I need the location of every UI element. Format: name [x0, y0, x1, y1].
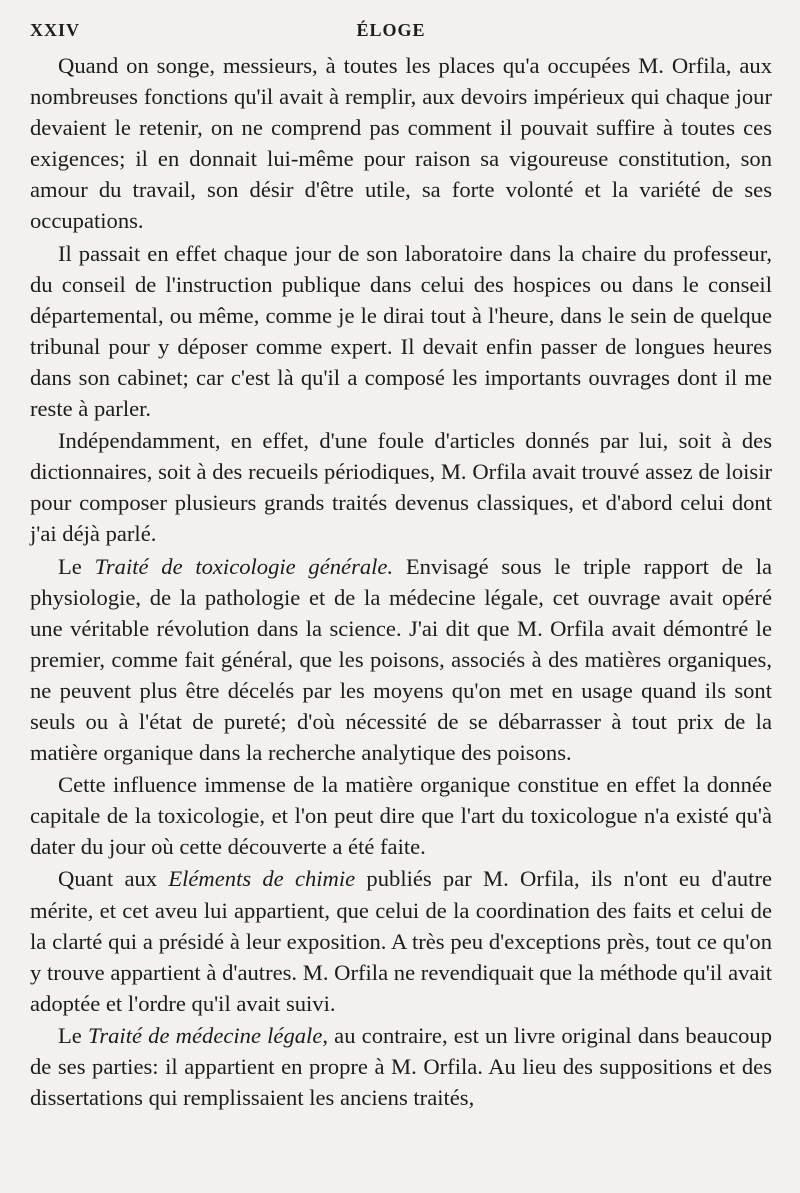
paragraph-text: Le	[58, 553, 95, 579]
paragraph: Cette influence immense de la matière organique constitue en effet la donnée capitale de la toxicologie, et l'on peut dire que l'art du toxicologue n'a existé qu'à dater du jour où cette découverte a été faite.	[30, 772, 772, 860]
paragraph: Quand on songe, messieurs, à toutes les places qu'a occupées M. Orfila, aux nombreuses fonctions qu'il avait à remplir, aux devoirs impérieux qui chaque jour devaient le retenir, on ne comprend pas comment il pouvait suffire à toutes ces exigences; il en donnait lui-même pour raison sa vigoureuse constitution, son amour du travail, son désir d'être utile, sa forte volonté et la variété de ses occupations.	[30, 53, 772, 234]
paragraph-text: Le	[58, 1022, 89, 1048]
paragraph	[30, 1020, 772, 1113]
running-title: ÉLOGE	[356, 20, 426, 40]
book-title: Traité de toxicologie générale.	[94, 553, 394, 579]
document-page	[30, 20, 772, 1113]
page-number: XXIV	[30, 20, 81, 40]
book-title: Traité de médecine légale	[88, 1022, 323, 1048]
body-text	[30, 50, 772, 1113]
paragraph-text: Quant aux	[58, 866, 169, 892]
paragraph	[30, 551, 772, 769]
paragraph-text: , au contraire, est un livre original dans beaucoup de ses parties: il appartient en propre à M. Orfila. Au lieu des suppositions et des dissertations qui remplissaient les anciens traités,	[30, 1022, 772, 1111]
book-title: Eléments de chimie	[168, 866, 356, 892]
paragraph-text: Envisagé sous le triple rapport de la physiologie, de la pathologie et de la médecine légale, cet ouvrage avait opéré une véritable révolution dans la science. J'ai dit que M. Orfila avait démontré le premier, comme fait général, que les poisons, associés à des matières organiques, ne peuvent plus être décelés par les moyens qu'on met en usage quand ils sont seuls ou à l'état de pureté; d'où nécessité de se débarrasser à tout prix de la matière organique dans la recherche analytique des poisons.	[30, 553, 772, 766]
page-header	[30, 20, 772, 50]
paragraph-text: publiés par M. Orfila, ils n'ont eu d'autre mérite, et cet aveu lui appartient, que celui de la coordination des faits et celui de la clarté qui a présidé à leur exposition. A très peu d'exceptions près, tout ce qu'on y trouve appartient à d'autres. M. Orfila ne revendiquait que la méthode qu'il avait adoptée et l'ordre qu'il avait suivi.	[30, 866, 772, 1016]
paragraph	[30, 863, 772, 1018]
paragraph: Indépendamment, en effet, d'une foule d'articles donnés par lui, soit à des dictionnaires, soit à des recueils périodiques, M. Orfila avait trouvé assez de loisir pour composer plusieurs grands traités devenus classiques, et d'abord celui dont j'ai déjà parlé.	[30, 428, 772, 547]
paragraph: Il passait en effet chaque jour de son laboratoire dans la chaire du professeur, du conseil de l'instruction publique dans celui des hospices ou dans le conseil départemental, ou même, comme je le dirai tout à l'heure, dans le sein de quelque tribunal pour y déposer comme expert. Il devait enfin passer de longues heures dans son cabinet; car c'est là qu'il a composé les importants ouvrages dont il me reste à parler.	[30, 240, 772, 422]
